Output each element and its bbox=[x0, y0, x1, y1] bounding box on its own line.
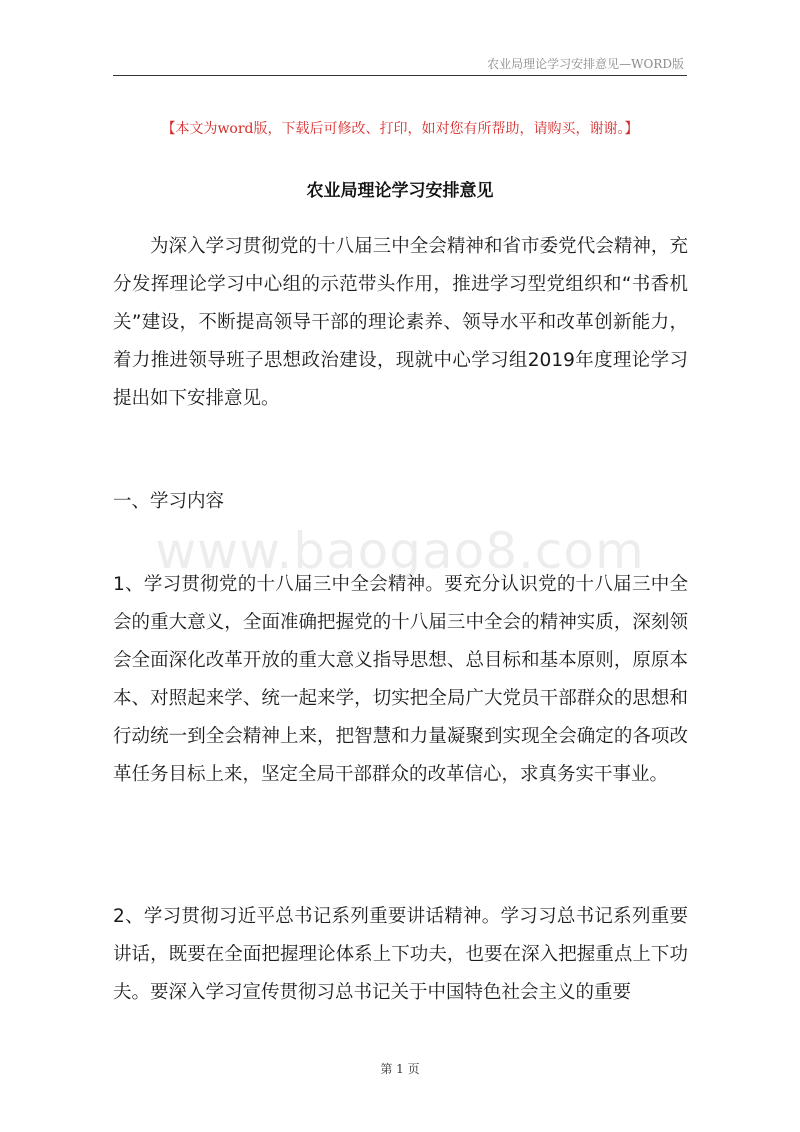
header-divider bbox=[113, 75, 687, 76]
section-heading-study-content: 一、学习内容 bbox=[113, 491, 225, 512]
watermark: www.baogao8.com bbox=[155, 522, 645, 580]
page-header-title: 农业局理论学习安排意见—WORD版 bbox=[487, 57, 684, 71]
intro-paragraph: 为深入学习贯彻党的十八届三中全会精神和省市委党代会精神，充分发挥理论学习中心组的示范带头作用，推进学习型党组织和“书香机关”建设，不断提高领导干部的理论素养、领导水平和改革创新能力，着力推进领导班子思想政治建设，现就中心学习组2019年度理论学习提出如下安排意见。 bbox=[113, 236, 688, 409]
item-2-paragraph: 2、学习贯彻习近平总书记系列重要讲话精神。学习习总书记系列重要讲话，既要在全面把握理论体系上下功夫，也要在深入把握重点上下功夫。要深入学习宣传贯彻习总书记关于中国特色社会主义的重要 bbox=[113, 906, 688, 1003]
purchase-notice: 【本文为word版，下载后可修改、打印，如对您有所帮助，请购买，谢谢。】 bbox=[161, 121, 639, 137]
document-title: 农业局理论学习安排意见 bbox=[306, 181, 494, 201]
page-number: 第 1 页 bbox=[380, 1062, 420, 1076]
item-1-paragraph: 1、学习贯彻党的十八届三中全会精神。要充分认识党的十八届三中全会的重大意义，全面准确把握党的十八届三中全会的精神实质，深刻领会全面深化改革开放的重大意义指导思想、总目标和基本原则，原原本本、对照起来学、统一起来学，切实把全局广大党员干部群众的思想和行动统一到全会精神上来，把智慧和力量凝聚到实现全会确定的各项改革任务目标上来，坚定全局干部群众的改革信心，求真务实干事业。 bbox=[113, 574, 688, 785]
